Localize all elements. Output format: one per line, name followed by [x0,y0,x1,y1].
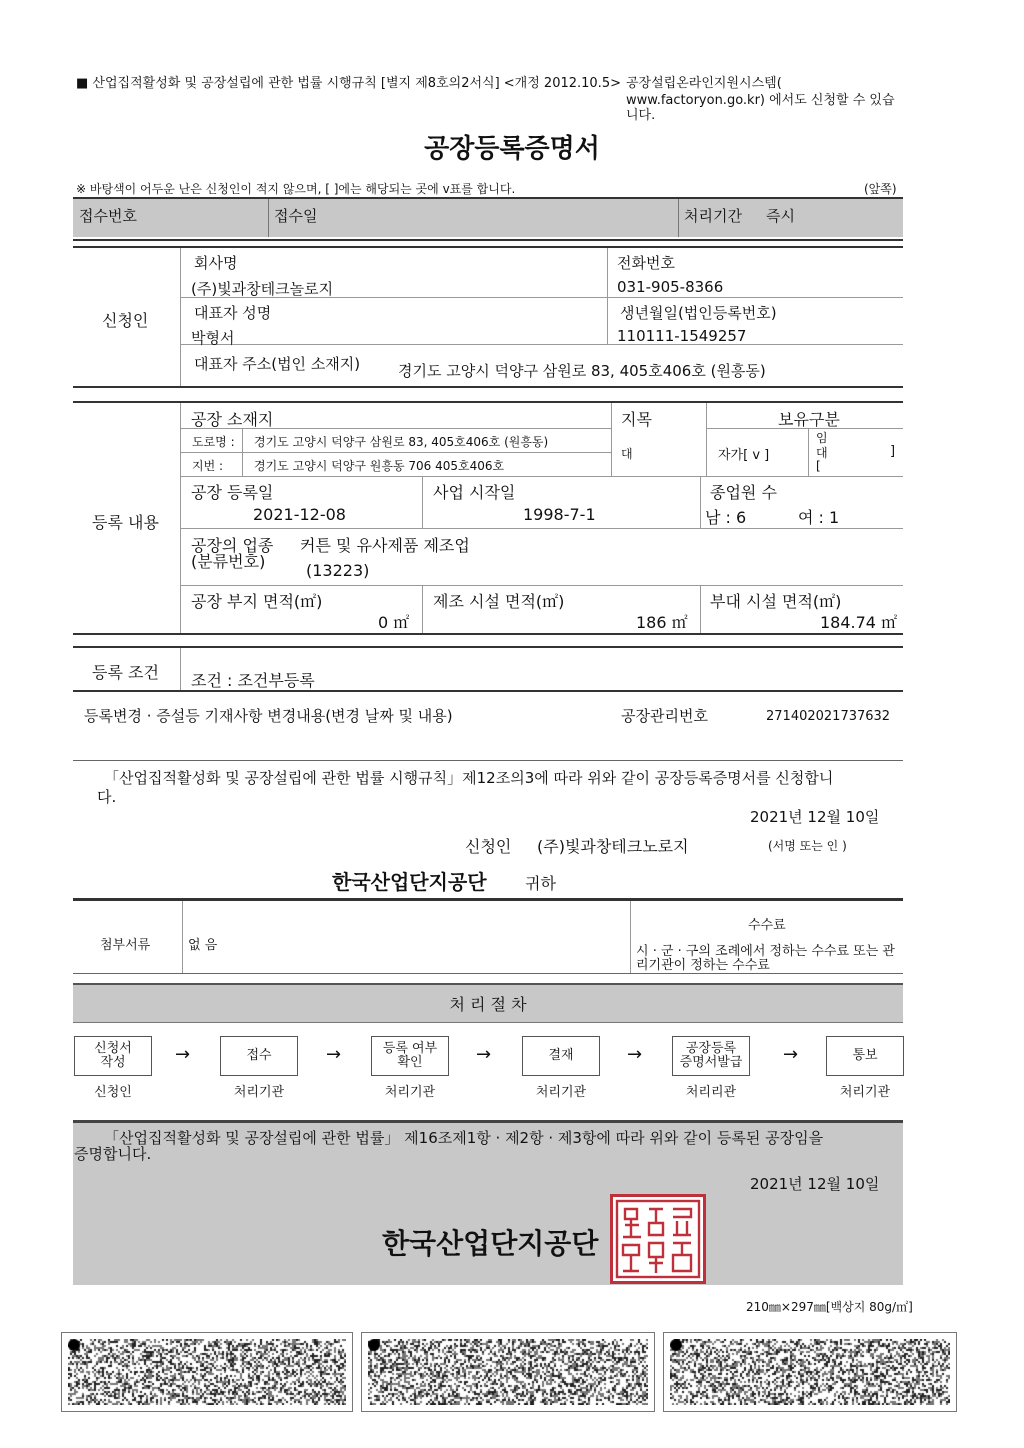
procedure-step-line1: 공장등록 [685,1041,737,1057]
road-address-label: 도로명 : [192,435,235,449]
procedure-step-actor: 처리기관 [384,1085,436,1100]
divider [268,199,269,237]
procedure-step-line1: 통보 [852,1048,878,1064]
procedure-arrow: → [783,1044,799,1065]
procedure-step-box [522,1036,600,1076]
procedure-arrow: → [627,1044,643,1065]
procedure-step-box [74,1036,152,1076]
company-value: (주)빛과창테크놀로지 [191,280,334,298]
auxiliary-area-label: 부대 시설 면적(㎡) [710,592,842,611]
divider [73,973,903,974]
procedure-step-text [852,1049,877,1063]
fee-label: 수수료 [748,918,786,933]
processing-period-value: 즉시 [766,207,795,225]
procedure-step-line1: 결재 [548,1048,574,1064]
divider [422,585,423,633]
representative-value: 박형서 [191,329,235,347]
document-title: 공장등록증명서 [424,134,600,164]
recipient-name: 한국산업단지공단 [332,870,487,894]
application-statement-1: 「산업집적활성화 및 공장설립에 관한 법률 시행규칙」제12조의3에 따라 위와 같이 공장등록증명서를 신청합니 [104,769,834,787]
procedure-step-line2: 작성 [100,1055,126,1070]
procedure-step-box [672,1036,750,1076]
rule [73,646,903,648]
procedure-step-line1: 신청서 [94,1041,132,1057]
registration-date-value: 2021-12-08 [253,505,346,524]
official-seal [610,1194,706,1284]
address-value: 경기도 고양시 덕양구 삼원로 83, 405호406호 (원흥동) [398,362,766,380]
address-label: 대표자 주소(법인 소재지) [194,355,361,373]
industry-label-2: (분류번호) [191,552,266,571]
divider [422,476,423,528]
online-note-2: www.factoryon.go.kr) 에서도 신청할 수 있습 [626,93,895,108]
site-area-label: 공장 부지 면적(㎡) [191,592,323,611]
procedure-step-text [680,1042,743,1069]
certification-statement-2: 증명합니다. [74,1145,152,1163]
rule [73,898,903,901]
ownership-lease-1: 임 [816,431,828,445]
applicant-sign-label: 신청인 [465,837,512,856]
auxiliary-area-value: 184.74 ㎡ [820,613,898,632]
recipient-honorific: 귀하 [525,874,556,893]
divider [706,403,707,476]
management-number-value: 271402021737632 [766,709,891,724]
land-category-label: 지목 [621,410,652,429]
lot-address-value: 경기도 고양시 덕양구 원흥동 706 405호406호 [254,459,505,473]
management-number-label: 공장관리번호 [621,707,708,725]
divider [180,403,181,633]
procedure-step-text [548,1049,573,1063]
birth-value: 110111-1549257 [617,327,747,345]
procedure-step-text [246,1049,271,1063]
divider [630,901,631,973]
attachments-value: 없 음 [188,938,218,953]
fee-value-2: 리기관이 정하는 수수료 [636,958,770,973]
application-statement-2: 다. [97,788,117,806]
procedure-arrow: → [326,1044,342,1065]
ownership-self-check: 자가[ v ] [718,448,770,463]
rule [73,633,903,635]
procedure-arrow: → [476,1044,492,1065]
business-start-label: 사업 시작일 [433,483,516,502]
industry-value: 커튼 및 유사제품 제조업 [300,536,470,555]
divider [700,585,701,633]
procedure-step-line2: 확인 [397,1055,423,1070]
divider [700,476,701,528]
divider [180,344,903,345]
registration-section-label: 등록 내용 [92,513,159,532]
pattern-canvas [368,1339,648,1405]
procedure-arrow: → [175,1044,191,1065]
representative-label: 대표자 성명 [194,304,272,322]
seal-glyphs [613,1197,703,1281]
divider [607,248,608,344]
procedure-step-text [94,1042,132,1069]
divider [180,476,903,477]
certification-statement-1: 「산업집적활성화 및 공장설립에 관한 법률」 제16조제1항 · 제2항 · 제3항에 따라 위와 같이 등록된 공장임을 [104,1129,824,1147]
divider [180,528,903,529]
procedure-step-line2: 증명서발급 [679,1055,743,1070]
procedure-step-box [220,1036,298,1076]
security-pattern-3 [663,1332,957,1412]
employees-male: 남 : 6 [705,508,747,527]
divider [242,428,243,476]
manufacturing-area-label: 제조 시설 면적(㎡) [433,592,565,611]
procedure-step-actor: 처리기관 [535,1085,587,1100]
pattern-canvas [670,1339,950,1405]
procedure-step-actor: 처리기관 [839,1085,891,1100]
applicant-section-label: 신청인 [102,311,149,330]
factory-location-label: 공장 소재지 [191,410,274,429]
procedure-step-actor: 처리리관 [685,1085,737,1100]
condition-value: 조건 : 조건부등록 [191,671,315,690]
issuer-name: 한국산업단지공단 [382,1227,599,1260]
condition-label: 등록 조건 [92,663,159,682]
procedure-step-box [826,1036,904,1076]
procedure-step-box [371,1036,449,1076]
receipt-date-label: 접수일 [274,207,318,225]
online-note-1: 공장설립온라인지원시스템( [626,76,782,91]
security-pattern-2 [361,1332,655,1412]
divider [180,248,181,386]
rule [73,401,903,403]
procedure-step-actor: 처리기관 [233,1085,285,1100]
processing-period-label: 처리기간 [684,207,742,225]
site-area-value: 0 ㎡ [378,613,410,632]
procedure-step-text [383,1042,437,1069]
changes-label: 등록변경 · 증설등 기재사항 변경내용(변경 날짜 및 내용) [84,707,453,725]
industry-label-1: 공장의 업종 [191,536,274,555]
security-pattern-1 [61,1332,353,1412]
birth-label: 생년월일(법인등록번호) [620,304,777,322]
shading-notice: ※ 바탕색이 어두운 난은 신청인이 적지 않으며, [ ]에는 해당되는 곳에 v표를 합니다. [76,182,516,196]
registration-date-label: 공장 등록일 [191,483,274,502]
employees-female: 여 : 1 [798,508,840,527]
pattern-canvas [68,1339,346,1405]
ownership-lease-bracket: ] [890,444,896,459]
applicant-sign-name: (주)빛과창테크노로지 [537,837,689,856]
procedure-step-line1: 접수 [246,1048,272,1064]
divider [180,452,611,453]
rule [73,239,903,241]
road-address-value: 경기도 고양시 덕양구 삼원로 83, 405호406호 (원흥동) [254,435,549,449]
divider [182,901,183,973]
ownership-lease-3: [ [816,459,821,473]
industry-code: (13223) [306,561,370,580]
divider [808,428,809,476]
business-start-value: 1998-7-1 [523,505,596,524]
application-date: 2021년 12월 10일 [750,808,880,826]
procedure-title: 처 리 절 차 [73,983,903,1023]
ownership-label: 보유구분 [778,410,840,429]
ownership-lease-2: 대 [816,446,828,460]
divider [180,585,903,586]
receipt-number-label: 접수번호 [79,207,137,225]
fee-value-1: 시 · 군 · 구의 조례에서 정하는 수수료 또는 관 [636,944,895,959]
legal-basis: ■ 산업집적활성화 및 공장설립에 관한 법률 시행규칙 [별지 제8호의2서식] <개정 2012.10.5> [76,76,621,91]
procedure-step-line1: 등록 여부 [382,1041,438,1057]
attachments-label: 첨부서류 [100,938,151,953]
online-note-3: 니다. [626,108,656,123]
land-category-value: 대 [621,447,633,461]
paper-spec: 210㎜×297㎜[백상지 80g/㎡] [746,1300,913,1314]
phone-value: 031-905-8366 [617,278,724,296]
divider [611,403,612,476]
lot-address-label: 지번 : [192,459,224,473]
employees-label: 종업원 수 [710,483,777,502]
rule [73,690,903,692]
rule [73,386,903,388]
divider [73,760,903,761]
phone-label: 전화번호 [617,254,675,272]
certification-date: 2021년 12월 10일 [750,1175,880,1193]
divider [678,199,679,237]
page-side: (앞쪽) [864,182,897,196]
rule [73,246,903,248]
procedure-step-actor: 신청인 [94,1085,132,1100]
company-label: 회사명 [194,254,238,272]
sign-note: (서명 또는 인 ) [768,839,847,853]
divider [180,648,181,690]
manufacturing-area-value: 186 ㎡ [636,613,688,632]
